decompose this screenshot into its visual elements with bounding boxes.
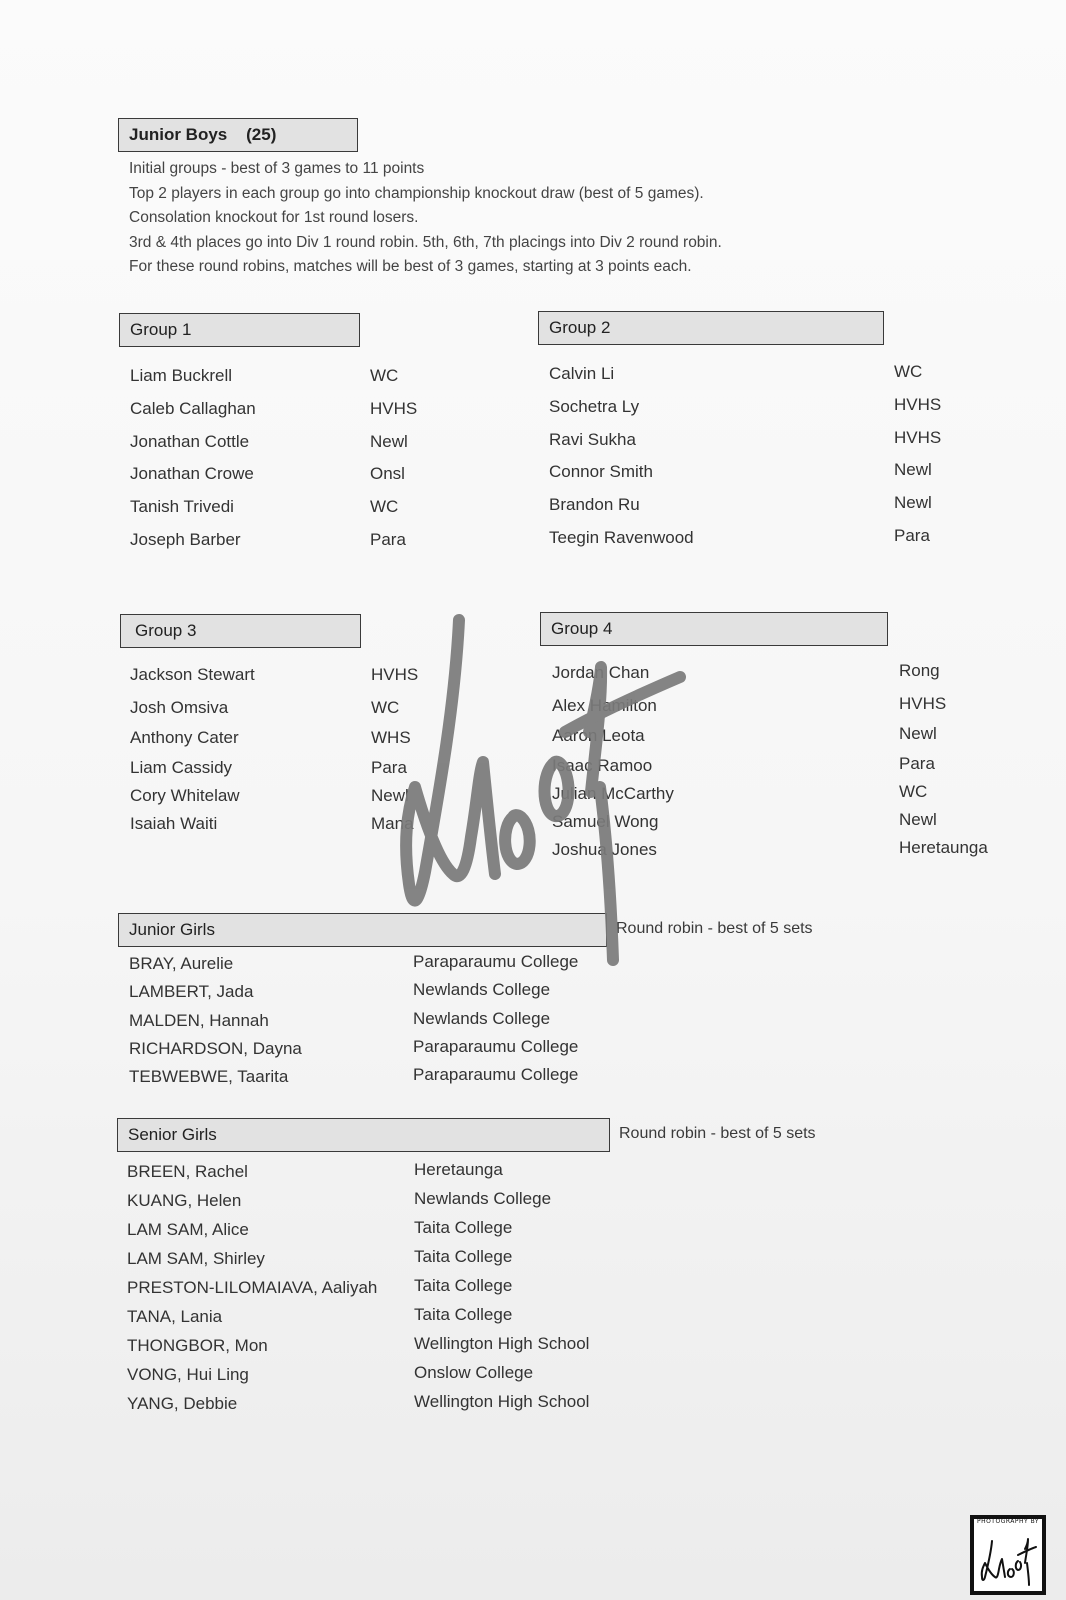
player-name: Aaron Leota [552,726,645,745]
group-3-header: Group 3 [120,614,361,648]
player-school: Paraparaumu College [413,952,579,971]
player-school: Heretaunga [414,1160,503,1179]
player-club: WC [899,782,928,801]
player-name: Joshua Jones [552,840,657,859]
player-name: Julian McCarthy [552,784,674,803]
player-name: LAM SAM, Alice [127,1220,249,1239]
player-school: Newlands College [413,980,551,1000]
note-line: 3rd & 4th places go into Div 1 round robin. 5th, 6th, 7th placings into Div 2 round robin. [129,233,722,251]
group-3-names [130,660,255,839]
group-1-header: Group 1 [119,313,360,347]
player-club: HVHS [894,394,942,414]
player-name: Liam Cassidy [130,758,233,777]
player-name: VONG, Hui Ling [127,1365,249,1384]
note-line: Consolation knockout for 1st round losers. [129,209,419,226]
player-name: Joseph Barber [130,529,241,549]
player-school: Onslow College [414,1363,534,1382]
player-club: Rong [899,661,940,680]
player-name: Tanish Trivedi [130,497,234,517]
player-club: Para [899,754,935,773]
group-2-names [549,358,694,555]
junior-boys-notes [129,157,722,280]
group-2-clubs [894,356,941,553]
player-school: Taita College [414,1247,513,1266]
player-school: Newlands College [413,1008,551,1028]
junior-girls-format: Round robin - best of 5 sets [616,920,813,937]
player-name: TANA, Lania [127,1307,223,1326]
player-name: Anthony Cater [130,728,239,747]
player-name: Teegin Ravenwood [549,527,694,547]
group-4-clubs [899,656,988,863]
player-name: Jonathan Crowe [130,464,254,484]
player-school: Taita College [414,1218,513,1237]
group-4-header: Group 4 [540,612,888,646]
photographer-stamp [970,1515,1046,1595]
senior-girls-names [127,1157,377,1418]
note-line: For these round robins, matches will be best of 3 games, starting at 3 points each. [129,258,692,275]
player-club: WC [894,362,923,381]
signature-watermark [395,612,695,992]
group-1-clubs [370,360,417,557]
player-name: PRESTON-LILOMAIAVA, Aaliyah [127,1278,378,1297]
senior-girls-schools [414,1155,589,1416]
player-name: THONGBOR, Mon [127,1336,268,1355]
player-name: BRAY, Aurelie [129,954,234,973]
player-school: Wellington High School [414,1392,590,1411]
player-club: Newl [894,460,932,480]
group-1-names [130,360,256,557]
player-school: Taita College [414,1305,513,1324]
player-name: KUANG, Helen [127,1191,242,1210]
player-name: BREEN, Rachel [127,1162,248,1181]
player-name: MALDEN, Hannah [129,1010,269,1030]
player-club: HVHS [894,427,942,447]
player-club: HVHS [371,665,419,684]
player-club: WC [370,366,399,385]
player-school: Newlands College [414,1189,552,1208]
player-school: Wellington High School [414,1334,590,1353]
player-name: Isaiah Waiti [130,814,218,833]
player-club: Newl [899,724,937,743]
senior-girls-header: Senior Girls [117,1118,610,1152]
player-club: WHS [371,728,411,747]
player-name: Calvin Li [549,364,615,383]
group-2-header: Group 2 [538,311,884,345]
player-club: Onsl [370,464,405,484]
senior-girls-format: Round robin - best of 5 sets [619,1125,816,1142]
player-school: Paraparaumu College [413,1065,579,1085]
player-club: HVHS [899,694,947,713]
stamp-signature [974,1519,1042,1591]
player-name: TEBWEBWE, Taarita [129,1067,289,1087]
player-name: Jonathan Cottle [130,431,250,451]
note-line: Top 2 players in each group go into championship knockout draw (best of 5 games). [129,184,704,202]
player-name: Sochetra Ly [549,396,640,416]
player-club: WC [371,698,400,717]
player-club: Newl [371,786,409,805]
player-name: Liam Buckrell [130,366,233,385]
note-line: Initial groups - best of 3 games to 11 points [129,160,425,177]
player-club: Newl [894,493,932,513]
player-name: YANG, Debbie [127,1394,238,1413]
player-club: WC [370,497,399,517]
player-name: Alex Hamilton [552,696,657,715]
player-name: Jackson Stewart [130,665,255,684]
player-club: HVHS [370,398,418,418]
player-club: Para [894,525,930,545]
player-name: Jordan Chan [552,663,650,682]
player-name: Brandon Ru [549,495,640,515]
player-club: Para [370,529,406,549]
player-name: Connor Smith [549,462,653,482]
player-name: Cory Whitelaw [130,786,240,805]
player-club: Newl [899,810,937,829]
player-school: Paraparaumu College [413,1036,579,1056]
junior-boys-header: Junior Boys (25) [118,118,358,152]
player-school: Taita College [414,1276,513,1295]
player-club: Heretaunga [899,838,988,857]
player-name: Samuel Wong [552,812,659,831]
player-name: LAMBERT, Jada [129,982,254,1002]
junior-girls-header: Junior Girls [118,913,607,947]
stamp-caption: PHOTOGRAPHY BY [976,1518,1040,1525]
player-name: Josh Omsiva [130,698,229,717]
player-name: Caleb Callaghan [130,398,256,418]
player-name: Isaac Ramoo [552,756,653,775]
player-club: Newl [370,431,408,451]
player-name: RICHARDSON, Dayna [129,1038,302,1058]
player-name: Ravi Sukha [549,429,636,449]
player-name: LAM SAM, Shirley [127,1249,265,1268]
player-club: Mana [371,814,414,833]
player-club: Para [371,758,407,777]
junior-girls-names [129,950,302,1091]
